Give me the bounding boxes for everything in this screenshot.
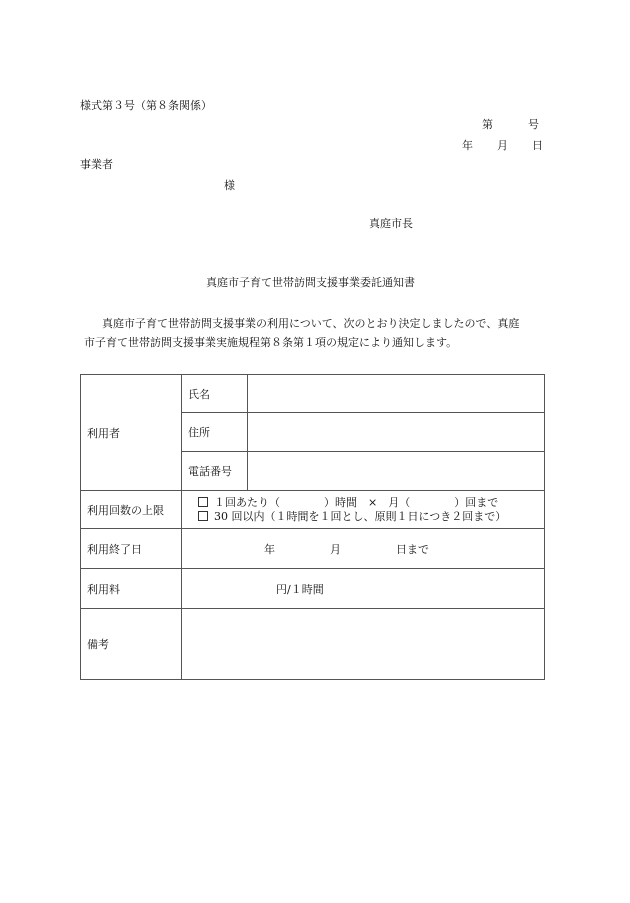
end-date-value: 年 月 日まで	[182, 529, 545, 569]
fee-value: 円/１時間	[182, 569, 545, 609]
remarks-row	[81, 609, 545, 680]
user-name-row	[81, 375, 545, 413]
sender-name: 真庭市長	[369, 217, 413, 230]
user-address-value	[248, 413, 545, 452]
recipient-honorific: 様	[224, 179, 235, 192]
limit-option-1	[188, 496, 538, 510]
body-line-2: 市子育て世帯訪問支援事業実施規程第８条第１項の規定により通知します。	[84, 336, 458, 349]
end-date-row	[81, 529, 545, 569]
notification-table	[80, 374, 545, 680]
usage-limit-label: 利用回数の上限	[81, 491, 182, 529]
usage-limit-options	[182, 491, 545, 529]
checkbox-icon	[198, 497, 208, 507]
issue-date	[462, 139, 543, 153]
user-phone-value	[248, 452, 545, 491]
doc-number-suffix: 号	[528, 118, 539, 131]
doc-number-prefix: 第	[482, 118, 493, 131]
user-name-value	[248, 375, 545, 413]
document-title: 真庭市子育て世帯訪問支援事業委託通知書	[206, 276, 415, 289]
date-year: 年	[462, 139, 473, 152]
usage-limit-row	[81, 491, 545, 529]
user-phone-label: 電話番号	[182, 452, 248, 491]
body-line-1: 真庭市子育て世帯訪問支援事業の利用について、次のとおり決定しましたので、真庭	[102, 317, 520, 330]
fee-label: 利用料	[81, 569, 182, 609]
date-day: 日	[532, 139, 543, 152]
user-label: 利用者	[81, 375, 182, 491]
user-name-label: 氏名	[182, 375, 248, 413]
recipient-label: 事業者	[80, 158, 113, 171]
remarks-value	[182, 609, 545, 680]
form-number: 様式第３号（第８条関係）	[80, 99, 212, 112]
fee-row	[81, 569, 545, 609]
limit-option-1-text: １回あたり（ ）時間 × 月（ ）回まで	[214, 495, 499, 509]
end-date-label: 利用終了日	[81, 529, 182, 569]
user-address-label: 住所	[182, 413, 248, 452]
date-month: 月	[497, 139, 508, 152]
remarks-label: 備考	[81, 609, 182, 680]
checkbox-icon	[198, 511, 208, 521]
doc-number	[482, 118, 539, 132]
body-paragraph	[80, 314, 560, 352]
limit-option-2	[188, 510, 538, 524]
limit-option-2-text: 30 回以内（１時間を１回とし、原則１日につき２回まで）	[214, 509, 507, 523]
